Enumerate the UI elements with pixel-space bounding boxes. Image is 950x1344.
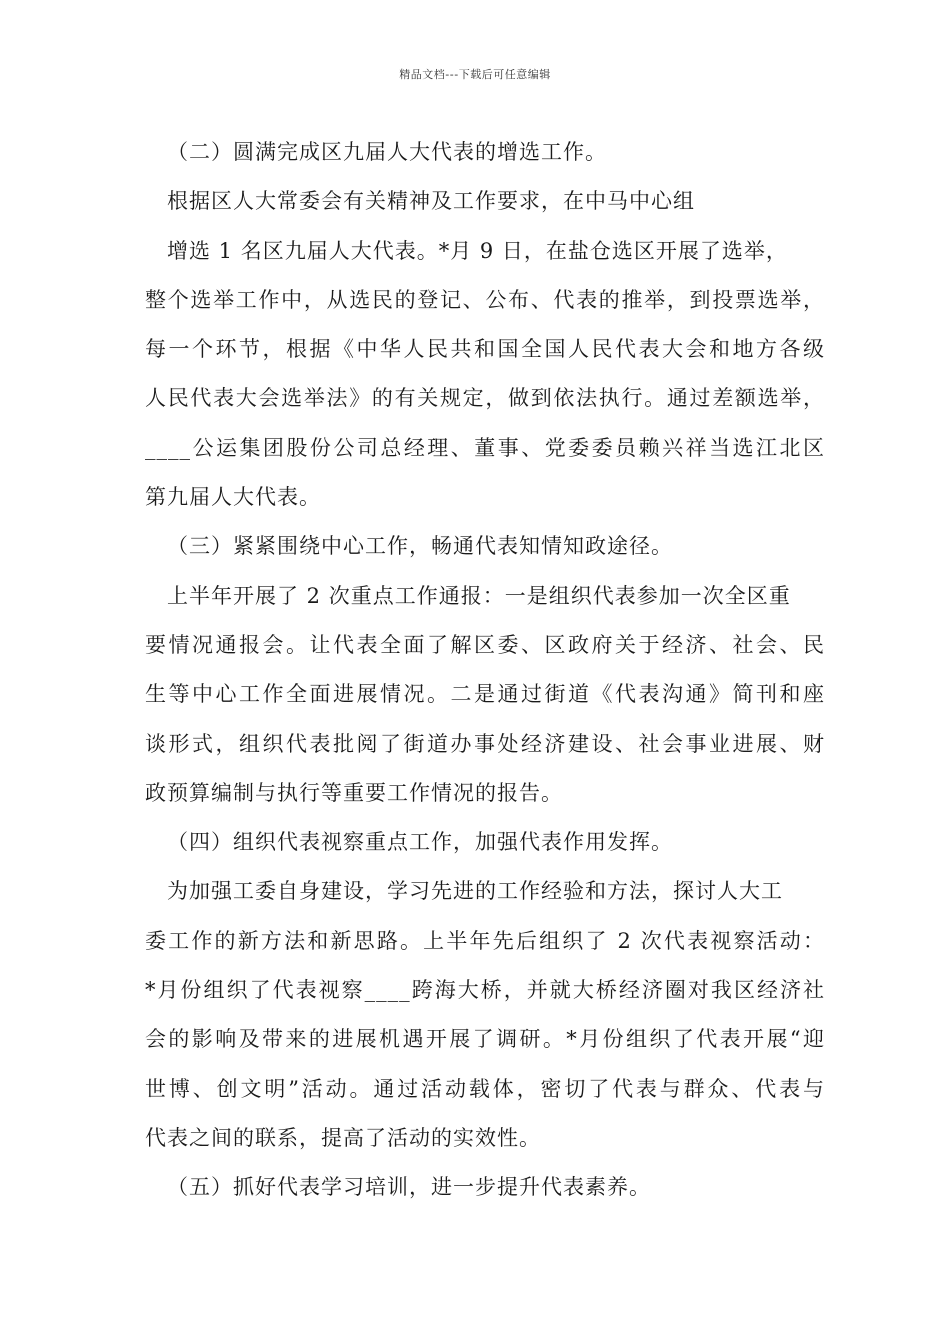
paragraph-line: 谈形式，组织代表批阅了街道办事处经济建设、社会事业进展、财: [145, 731, 825, 756]
paragraph-line: 世博、创文明”活动。通过活动载体，密切了代表与群众、代表与: [145, 1076, 825, 1101]
paragraph-line: 会的影响及带来的进展机遇开展了调研。*月份组织了代表开展“迎: [145, 1027, 825, 1052]
paragraph-line: 每一个环节，根据《中华人民共和国全国人民代表大会和地方各级: [145, 337, 825, 362]
paragraph-line: 上半年开展了 2 次重点工作通报：一是组织代表参加一次全区重: [167, 583, 791, 608]
paragraph-line: 第九届人大代表。: [145, 485, 321, 510]
paragraph-line: 要情况通报会。让代表全面了解区委、区政府关于经济、社会、民: [145, 632, 825, 657]
page-header: 精品文档---下载后可任意编辑: [399, 68, 551, 81]
paragraph-line: 整个选举工作中，从选民的登记、公布、代表的推举，到投票选举，: [145, 287, 825, 312]
section-heading-5: （五）抓好代表学习培训，进一步提升代表素养。: [167, 1175, 651, 1200]
paragraph-line: 代表之间的联系，提高了活动的实效性。: [145, 1125, 541, 1150]
section-heading-2: （二）圆满完成区九届人大代表的增选工作。: [167, 140, 607, 164]
paragraph-line: 根据区人大常委会有关精神及工作要求，在中马中心组: [167, 189, 695, 214]
paragraph-line: 增选 1 名区九届人大代表。*月 9 日，在盐仓选区开展了选举，: [167, 238, 788, 263]
paragraph-line: 人民代表大会选举法》的有关规定，做到依法执行。通过差额选举，: [145, 386, 825, 411]
paragraph-line: 政预算编制与执行等重要工作情况的报告。: [145, 780, 563, 805]
section-heading-3: （三）紧紧围绕中心工作，畅通代表知情知政途径。: [167, 534, 673, 559]
paragraph-line: 为加强工委自身建设，学习先进的工作经验和方法，探讨人大工: [167, 879, 783, 904]
paragraph-line: 生等中心工作全面进展情况。二是通过街道《代表沟通》简刊和座: [145, 682, 825, 707]
section-heading-4: （四）组织代表视察重点工作，加强代表作用发挥。: [167, 830, 673, 855]
paragraph-line: 委工作的新方法和新思路。上半年先后组织了 2 次代表视察活动：: [145, 928, 825, 953]
document-body: [145, 128, 825, 1213]
paragraph-line: *月份组织了代表视察____跨海大桥，并就大桥经济圈对我区经济社: [145, 978, 825, 1003]
paragraph-line: ____公运集团股份公司总经理、董事、党委委员赖兴祥当选江北区: [145, 435, 825, 460]
